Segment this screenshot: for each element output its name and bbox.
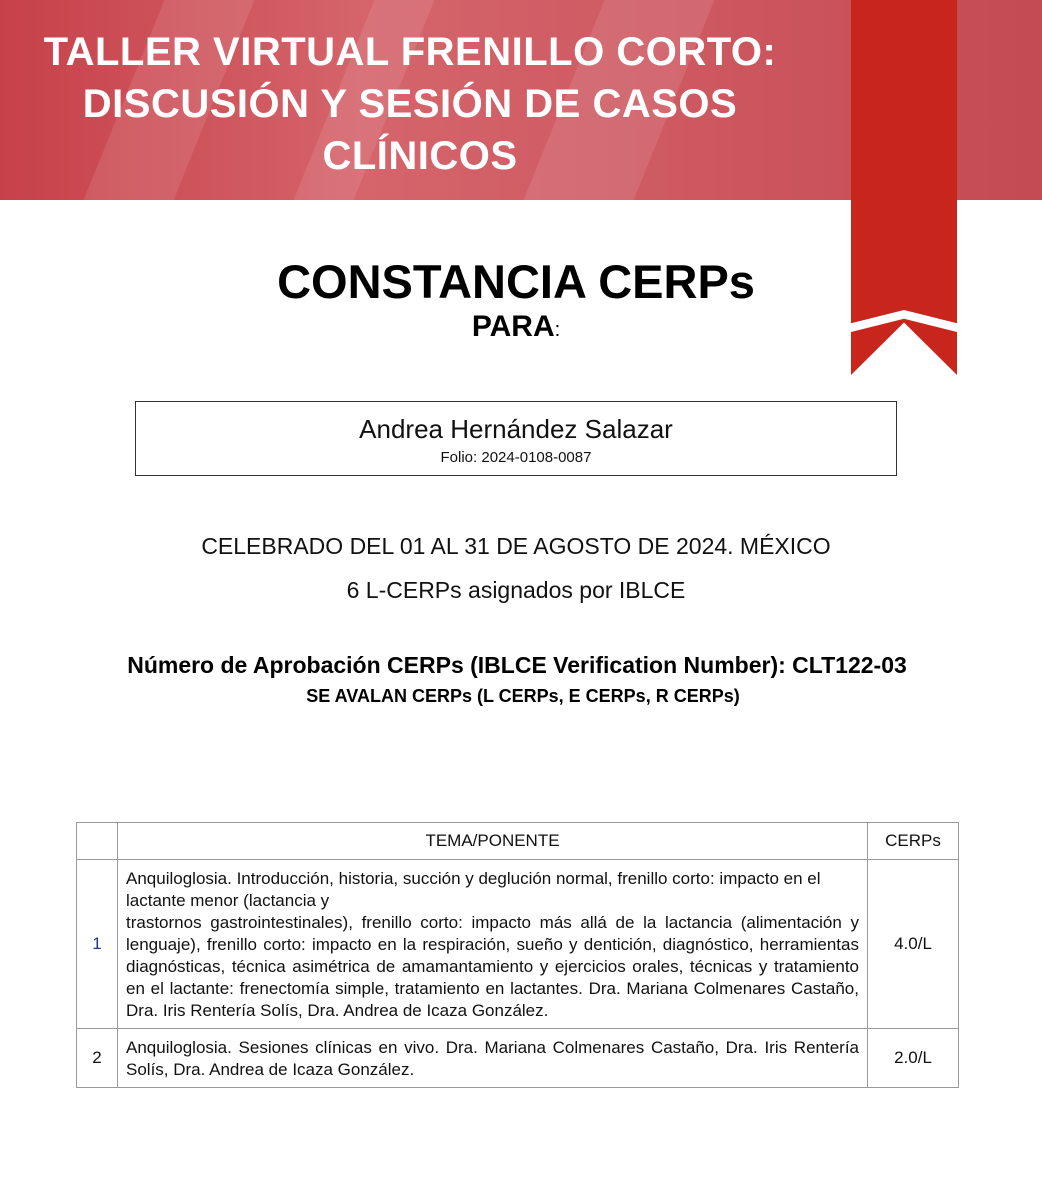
row-topic-line: Anquiloglosia. Introducción, historia, succión y deglución normal, frenillo corto: impacto en el lactante menor (lactancia y bbox=[126, 869, 821, 910]
banner-title-line: TALLER VIRTUAL FRENILLO CORTO: bbox=[43, 30, 777, 74]
banner-title-line: CLÍNICOS bbox=[322, 134, 518, 178]
row-topic bbox=[118, 860, 868, 1029]
row-topic: Anquiloglosia. Sesiones clínicas en vivo. Dra. Mariana Colmenares Castaño, Dra. Iris Rentería Solís, Dra. Andrea de Icaza González. bbox=[118, 1029, 868, 1088]
para-label bbox=[0, 310, 1032, 344]
para-text: PARA bbox=[471, 310, 555, 343]
event-dates: CELEBRADO DEL 01 AL 31 DE AGOSTO DE 2024. MÉXICO bbox=[201, 533, 831, 559]
para-colon: : bbox=[554, 319, 561, 341]
banner-title bbox=[20, 26, 800, 182]
table-row bbox=[77, 1029, 959, 1088]
table-row bbox=[77, 860, 959, 1029]
row-cerps: 2.0/L bbox=[868, 1029, 959, 1088]
cerps-endorsement: SE AVALAN CERPs (L CERPs, E CERPs, R CERPs) bbox=[306, 686, 740, 706]
recipient-box bbox=[135, 401, 897, 476]
row-number: 2 bbox=[77, 1029, 118, 1088]
row-topic-line: trastornos gastrointestinales), frenillo corto: impacto más allá de la lactancia (alimentación y lenguaje), frenillo corto: impacto en la respiración, sueño y dentición, diagnóstico, herramientas diagnósticas, técnica asimétrica de amamantamiento y ejercicios orales, técnicas y tratamiento en el lactante: frenectomía simple, tratamiento en lactantes. Dra. Mariana Colmenares Castaño, Dra. Iris Rentería Solís, Dra. Andrea de Icaza González. bbox=[126, 913, 859, 1020]
table-header-row bbox=[77, 823, 959, 860]
banner-title-line: DISCUSIÓN Y SESIÓN DE CASOS bbox=[82, 82, 738, 126]
header-num bbox=[77, 823, 118, 860]
certificate-title: CONSTANCIA CERPs bbox=[277, 255, 755, 308]
cerps-table bbox=[76, 822, 959, 1088]
header-topic: TEMA/PONENTE bbox=[118, 823, 868, 860]
row-cerps: 4.0/L bbox=[868, 860, 959, 1029]
row-number: 1 bbox=[77, 860, 118, 1029]
approval-number: Número de Aprobación CERPs (IBLCE Verification Number): CLT122-03 bbox=[127, 652, 907, 678]
recipient-name: Andrea Hernández Salazar bbox=[359, 414, 673, 444]
folio-number: Folio: 2024-0108-0087 bbox=[440, 449, 592, 466]
cerps-assigned: 6 L-CERPs asignados por IBLCE bbox=[346, 577, 686, 603]
header-cerps: CERPs bbox=[868, 823, 959, 860]
